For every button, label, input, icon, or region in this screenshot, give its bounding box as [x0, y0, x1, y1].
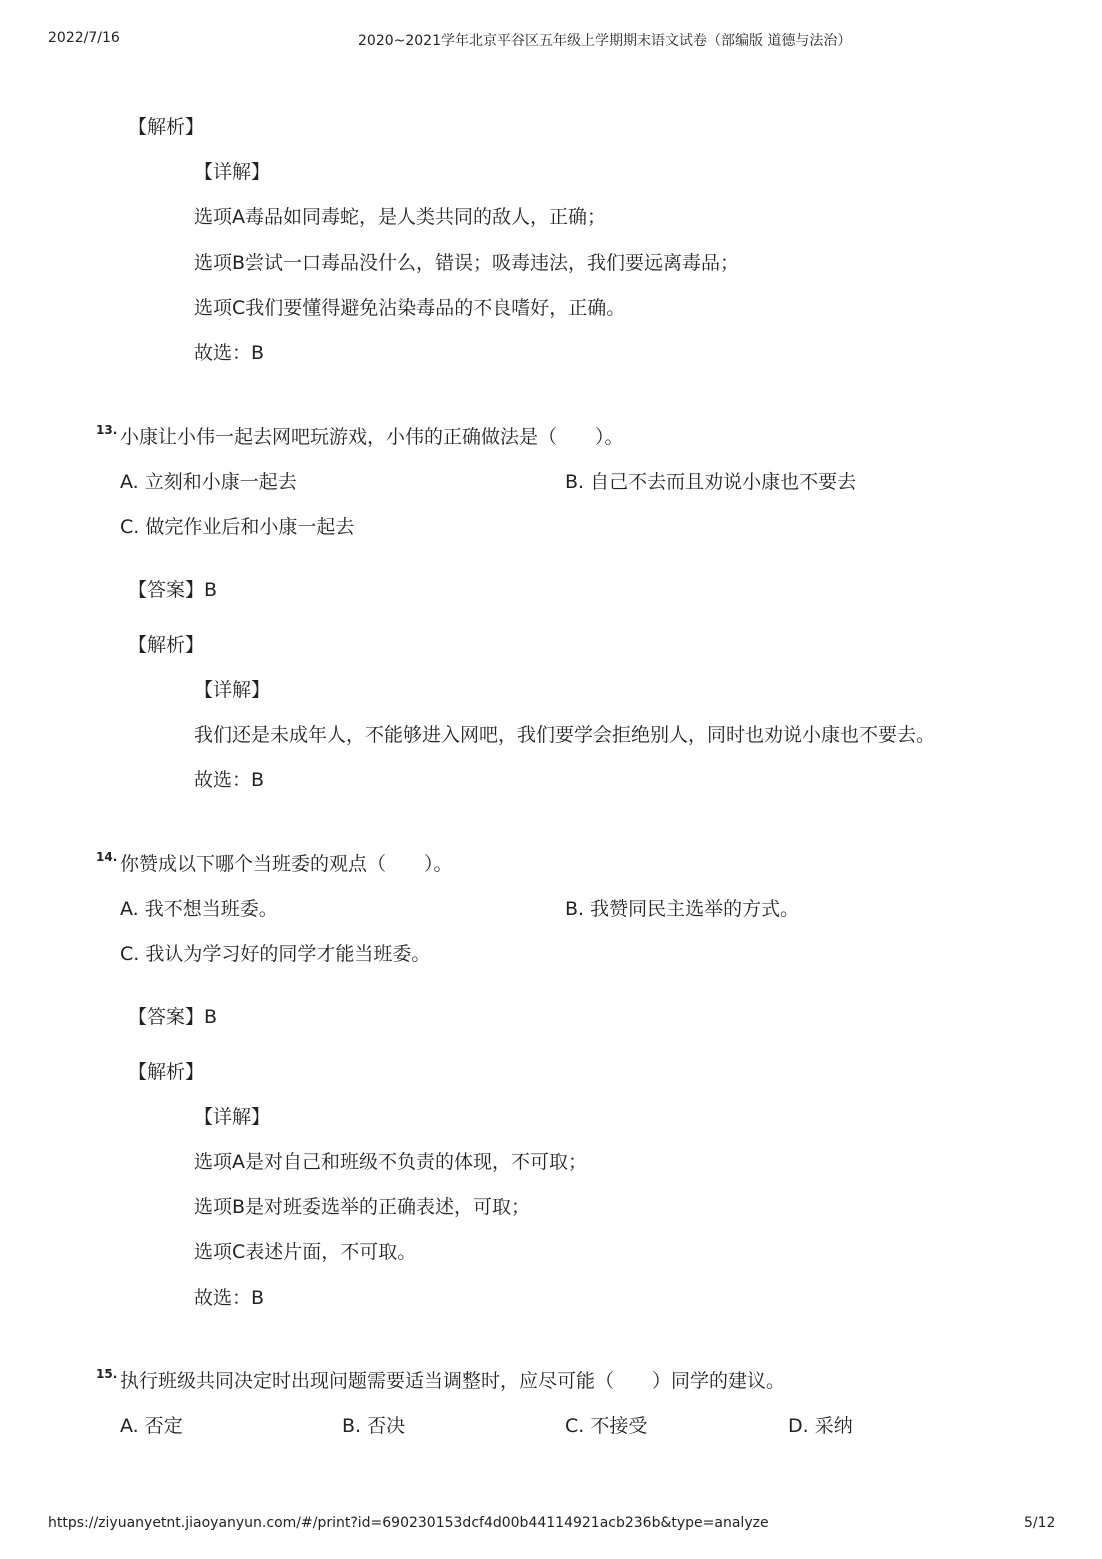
- q14-detail-line: 选项B是对班委选举的正确表述，可取；: [194, 1196, 531, 1218]
- answer-value: B: [204, 579, 218, 601]
- q14-number: 14.: [96, 850, 118, 864]
- q14-option-c: C. 我认为学习好的同学才能当班委。: [120, 943, 431, 965]
- q13-option-b: B. 自己不去而且劝说小康也不要去: [565, 471, 857, 493]
- q15-option-d: D. 采纳: [788, 1415, 853, 1437]
- q13-stem: 小康让小伟一起去网吧玩游戏，小伟的正确做法是（ ）。: [120, 426, 624, 448]
- q15-number: 15.: [96, 1367, 118, 1381]
- document-title: 2020~2021学年北京平谷区五年级上学期期末语文试卷（部编版 道德与法治）: [358, 33, 852, 49]
- page-number: 5/12: [1024, 1515, 1056, 1531]
- q15-option-b: B. 否决: [342, 1415, 406, 1437]
- q13-option-a: A. 立刻和小康一起去: [120, 471, 297, 493]
- q14-analysis-label: 【解析】: [128, 1061, 205, 1083]
- q14-detail-line: 选项C表述片面，不可取。: [194, 1241, 417, 1263]
- page-url[interactable]: https://ziyuanyetnt.jiaoyanyun.com/#/print?id=690230153dcf4d00b44114921acb236b&type=analyze: [48, 1515, 769, 1531]
- answer-label: 【答案】: [128, 1006, 205, 1028]
- q14-answer: [128, 1005, 217, 1029]
- q13-conclusion: 故选：B: [194, 769, 265, 791]
- q13-number: 13.: [96, 423, 118, 437]
- q15-option-c: C. 不接受: [565, 1415, 648, 1437]
- q14-stem: 你赞成以下哪个当班委的观点（ ）。: [120, 853, 453, 875]
- q12-analysis-label: 【解析】: [128, 116, 205, 138]
- answer-value: B: [204, 1006, 218, 1028]
- q15-stem: 执行班级共同决定时出现问题需要适当调整时，应尽可能（ ）同学的建议。: [120, 1370, 786, 1392]
- q14-conclusion: 故选：B: [194, 1287, 265, 1309]
- answer-label: 【答案】: [128, 579, 205, 601]
- q14-detail-line: 选项A是对自己和班级不负责的体现，不可取；: [194, 1151, 587, 1173]
- q14-option-a: A. 我不想当班委。: [120, 898, 278, 920]
- q13-option-c: C. 做完作业后和小康一起去: [120, 516, 355, 538]
- q15-option-a: A. 否定: [120, 1415, 183, 1437]
- q13-answer: [128, 578, 217, 602]
- q12-detail-line: 选项B尝试一口毒品没什么，错误；吸毒违法，我们要远离毒品；: [194, 252, 740, 274]
- q14-detail-label: 【详解】: [194, 1106, 271, 1128]
- q12-detail-line: 选项A毒品如同毒蛇，是人类共同的敌人，正确；: [194, 206, 606, 228]
- q13-analysis-label: 【解析】: [128, 634, 205, 656]
- print-date: 2022/7/16: [48, 30, 120, 46]
- q12-detail-label: 【详解】: [194, 161, 271, 183]
- q13-detail-line: 我们还是未成年人，不能够进入网吧，我们要学会拒绝别人，同时也劝说小康也不要去。: [194, 724, 936, 746]
- q12-conclusion: 故选：B: [194, 342, 265, 364]
- q12-detail-line: 选项C我们要懂得避免沾染毒品的不良嗜好，正确。: [194, 297, 626, 319]
- q13-detail-label: 【详解】: [194, 679, 271, 701]
- q14-option-b: B. 我赞同民主选举的方式。: [565, 898, 800, 920]
